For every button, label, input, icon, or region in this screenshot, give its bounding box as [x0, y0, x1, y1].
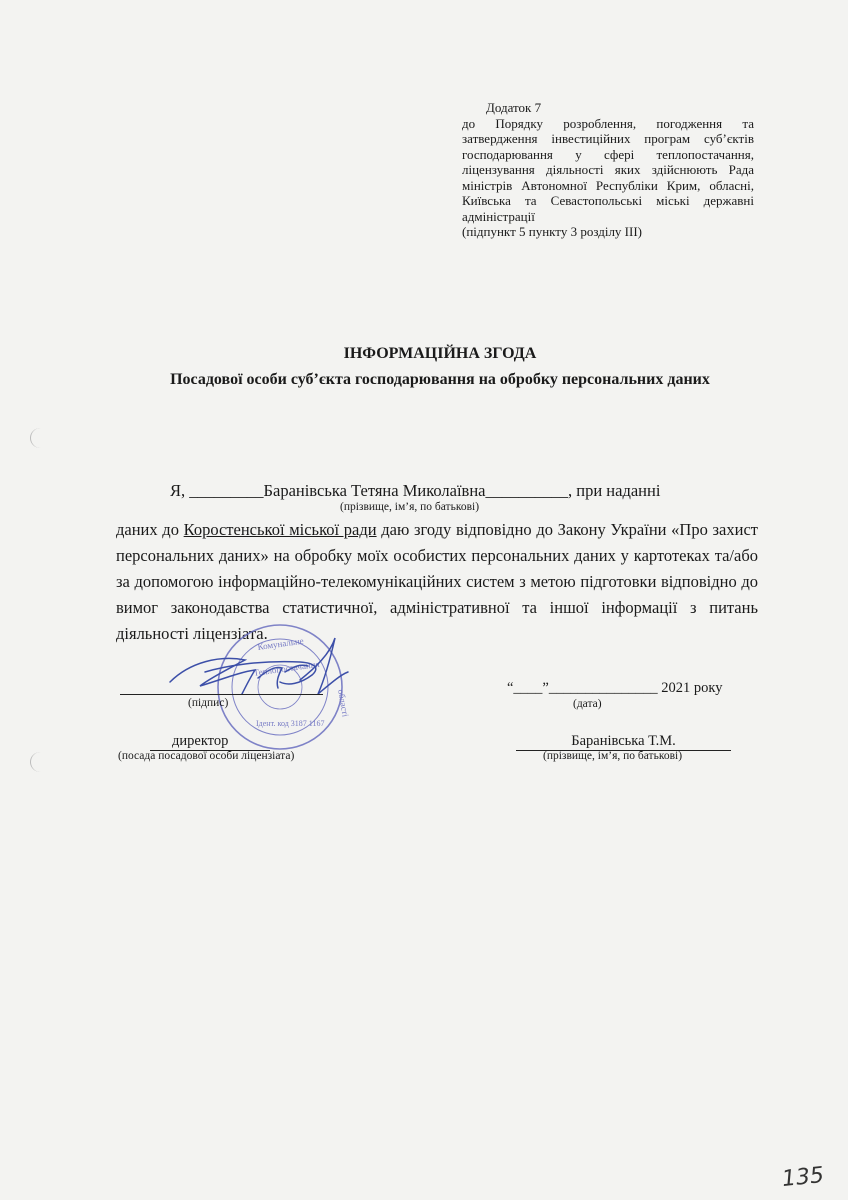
punch-hole-mark	[30, 752, 51, 772]
consent-prefix: Я,	[170, 481, 190, 500]
appendix-block	[462, 100, 754, 240]
council-name: Коростенської міської ради	[183, 520, 377, 539]
position-hint: (посада посадової особи ліцензіата)	[118, 750, 295, 762]
consent-suffix: , при наданні	[568, 481, 661, 500]
person-name-field	[516, 733, 731, 751]
consent-name-field: _________Баранівська Тетяна Миколаївна__________	[189, 481, 568, 500]
document-subtitle: Посадової особи суб’єкта господарювання на обробку персональних даних	[170, 371, 710, 388]
stamp-text-3: області	[336, 688, 351, 718]
appendix-reference: (підпункт 5 пункту 3 розділу ІІІ)	[462, 224, 643, 239]
person-name-hint: (прізвище, ім’я, по батькові)	[543, 750, 683, 762]
person-name-value: Баранівська Т.М.	[571, 733, 676, 749]
date-field: “____”_______________ 2021 року	[507, 680, 723, 696]
signature-hint: (підпис)	[188, 697, 229, 709]
stamp-text-2: Теплопостачання	[252, 658, 321, 678]
stamp-text-4: Ідент. код 3187 1167	[256, 719, 325, 728]
appendix-number: Додаток 7	[486, 100, 542, 115]
punch-hole-mark	[30, 428, 51, 448]
appendix-text: до Порядку розроблення, погодження та затвердження інвестиційних програм суб’єктів господарювання у сфері теплопостачання, ліцензування діяльності яких здійснюють Рада міністрів Автономної Республіки Крим, обласні, Київська та Севастопольські міські державні адміністрації	[462, 115, 754, 224]
stamp-text-1: Комунальне	[256, 635, 305, 652]
page-number: 135	[780, 1162, 826, 1193]
date-hint: (дата)	[573, 698, 602, 710]
position-field	[150, 733, 270, 751]
position-value: директор	[172, 733, 229, 749]
signature-line	[120, 694, 323, 695]
document-title: ІНФОРМАЦІЙНА ЗГОДА	[343, 345, 537, 362]
name-field-hint: (прізвище, ім’я, по батькові)	[340, 501, 480, 513]
consent-text-after: даю згоду відповідно до Закону України «Про захист персональних даних» на обробку моїх особистих персональних даних у картотеках та/або за допомогою інформаційно-телекомунікаційних систем з метою підготовки відповідно до вимог законодавства статистичної, адміністративної та іншої інформації з питань діяльності ліцензіата.	[116, 520, 758, 643]
consent-text-before: даних до	[116, 520, 184, 539]
